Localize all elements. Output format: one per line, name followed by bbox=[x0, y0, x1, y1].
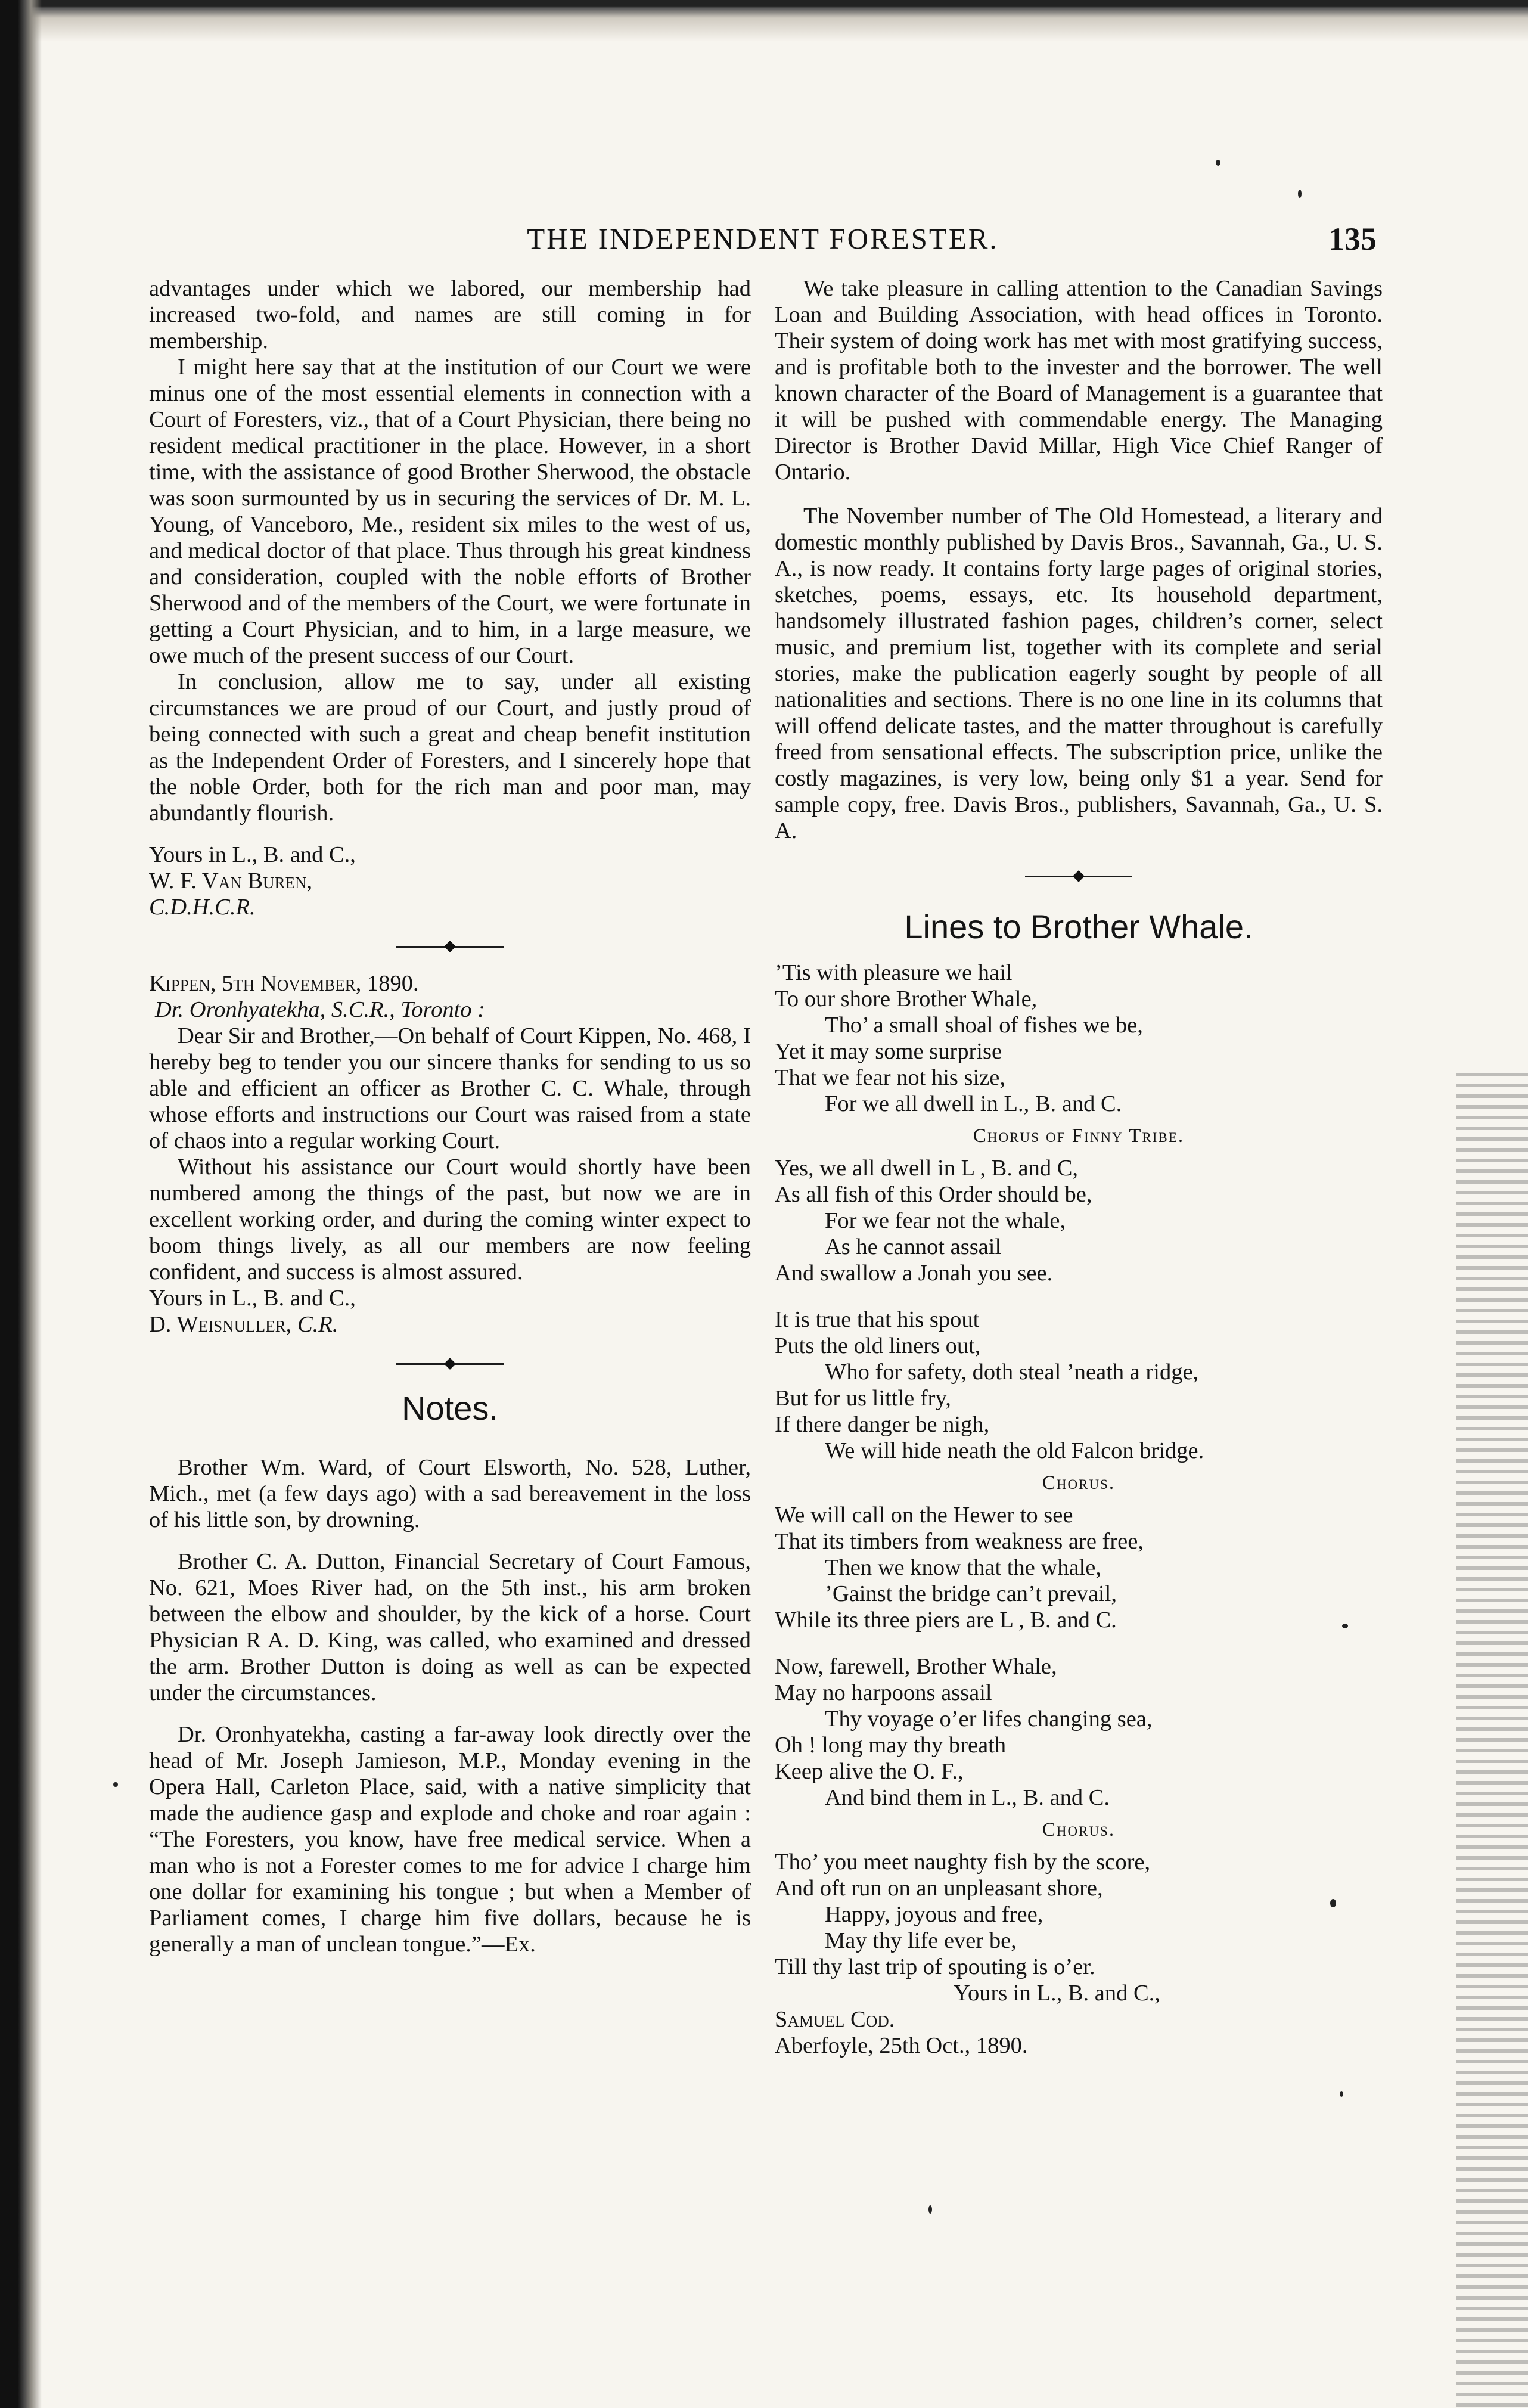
poem-closing: Yours in L., B. and C., bbox=[954, 1981, 1160, 2006]
note-paragraph: Brother Wm. Ward, of Court Elsworth, No. 528, Luther, Mich., met (a few days ago) with a sad bereavement in the loss of his little son, by drowning. bbox=[149, 1455, 751, 1532]
letter-signature: W. F. Van Buren, bbox=[149, 868, 313, 893]
poem-line: ’Tis with pleasure we hail bbox=[775, 960, 1013, 985]
poem-line: As all fish of this Order should be, bbox=[775, 1182, 1092, 1207]
poem-line: Happy, joyous and free, bbox=[825, 1902, 1043, 1927]
poem-dateline: Aberfoyle, 25th Oct., 1890. bbox=[775, 2033, 1028, 2058]
poem-line: We will call on the Hewer to see bbox=[775, 1503, 1073, 1528]
scan-noise-right bbox=[1456, 1073, 1528, 2408]
ornamental-rule bbox=[396, 941, 504, 952]
poem-line: Now, farewell, Brother Whale, bbox=[775, 1654, 1057, 1679]
poem bbox=[775, 960, 1383, 2059]
scan-speck bbox=[1330, 1899, 1336, 1907]
scan-speck bbox=[113, 1782, 118, 1787]
letter-paragraph: I might here say that at the institution of our Court we were minus one of the most essential elements in connection with a Court of Foresters, viz., that of a Court Physician, there being no resident medical practitioner in the place. However, in a short time, with the assistance of good Brother Sherwood, the obstacle was soon surmounted by us in securing the services of Dr. M. L. Young, of Vanceboro, Me., resident six miles to the west of us, and medical doctor of that place. Thus through his great kindness and consideration, coupled with the noble efforts of Brother Sherwood and of the members of the Court, we were fortunate in getting a Court Physician, and to him, in a large measure, we owe much of the present success of our Court. bbox=[149, 355, 751, 668]
poem-title: Lines to Brother Whale. bbox=[904, 908, 1253, 945]
article-paragraph: We take pleasure in calling attention to the Canadian Savings Loan and Building Association, with head offices in Toronto. Their system of doing work has met with most gratifying success, and is profitable both to the invester and the borrower. The well known character of the Board of Management is a guarantee that it will be pushed with commendable energy. The Managing Director is Brother David Millar, High Vice Chief Ranger of Ontario. bbox=[775, 276, 1383, 485]
letter-closing: Yours in L., B. and C., bbox=[149, 842, 356, 867]
note-paragraph: Dr. Oronhyatekha, casting a far-away look directly over the head of Mr. Joseph Jamieson, M.P., Monday evening in the Opera Hall, Carleton Place, said, with a native simplicity that made the audience gasp and explode and choke and roar again : “The Foresters, you know, have free medical service. When a man who is not a Forester comes to me for advice I charge him one dollar for examining his tongue ; but when a Member of Parliament comes, I charge him five dollars, because he is generally a man of unclean tongue.”—Ex. bbox=[149, 1722, 751, 1957]
ornamental-rule bbox=[1025, 870, 1132, 882]
chorus-label: Chorus. bbox=[1042, 1472, 1116, 1494]
poem-line: Thy voyage o’er lifes changing sea, bbox=[825, 1706, 1153, 1731]
poem-line: That we fear not his size, bbox=[775, 1065, 1005, 1090]
poem-author: Samuel Cod. bbox=[775, 2007, 895, 2032]
poem-line: Tho’ a small shoal of fishes we be, bbox=[825, 1013, 1143, 1038]
poem-line: If there danger be nigh, bbox=[775, 1412, 990, 1437]
poem-line: But for us little fry, bbox=[775, 1386, 951, 1411]
poem-line: And bind them in L., B. and C. bbox=[825, 1785, 1110, 1810]
poem-line: To our shore Brother Whale, bbox=[775, 986, 1038, 1011]
left-column bbox=[149, 275, 751, 1957]
poem-line: While its three piers are L , B. and C. bbox=[775, 1608, 1117, 1633]
poem-line: It is true that his spout bbox=[775, 1307, 980, 1332]
publication-title: THE INDEPENDENT FORESTER. bbox=[527, 222, 999, 255]
poem-line: Till thy last trip of spouting is o’er. bbox=[775, 1954, 1095, 1979]
scan-speck bbox=[1298, 190, 1302, 198]
letter-paragraph: In conclusion, allow me to say, under all existing circumstances we are proud of our Court, and justly proud of being connected with such a great and cheap benefit institution as the Independent Order of Foresters, and I sincerely hope that the noble Order, both for the rich man and poor man, may abundantly flourish. bbox=[149, 669, 751, 826]
scan-speck bbox=[1216, 160, 1220, 166]
chorus-label: Chorus. bbox=[1042, 1819, 1116, 1841]
letter-paragraph: advantages under which we labored, our membership had increased two-fold, and names are still coming in for membership. bbox=[149, 276, 751, 353]
poem-line: May no harpoons assail bbox=[775, 1680, 992, 1705]
letter-signature bbox=[149, 1311, 751, 1338]
poem-line: We will hide neath the old Falcon bridge. bbox=[825, 1438, 1204, 1463]
poem-line: May thy life ever be, bbox=[825, 1928, 1017, 1953]
chorus-label: Chorus of Finny Tribe. bbox=[973, 1125, 1185, 1147]
ornamental-rule bbox=[396, 1358, 504, 1370]
poem-line: That its timbers from weakness are free, bbox=[775, 1529, 1144, 1554]
scan-speck bbox=[1340, 2091, 1343, 2097]
poem-line: Then we know that the whale, bbox=[825, 1555, 1101, 1580]
running-head bbox=[149, 222, 1377, 263]
poem-line: ’Gainst the bridge can’t prevail, bbox=[825, 1581, 1117, 1606]
right-column bbox=[775, 275, 1383, 2059]
article-paragraph: The November number of The Old Homestead, a literary and domestic monthly published by Davis Bros., Savannah, Ga., U. S. A., is now ready. It contains forty large pages of original stories, sketches, poems, essays, etc. Its household department, handsomely illustrated fashion pages, children’s corner, select music, and premium list, together with its complete and serial stories, make the publication eagerly sought by people of all nationalities and sections. There is no one line in its columns that will offend delicate tastes, and the matter throughout is carefully freed from sensational effects. The subscription price, unlike the costly magazines, is very low, being only $1 a year. Send for sample copy, free. Davis Bros., publishers, Savannah, Ga., U. S. A. bbox=[775, 504, 1383, 843]
poem-line: And swallow a Jonah you see. bbox=[775, 1261, 1053, 1286]
letter-closing: Yours in L., B. and C., bbox=[149, 1286, 356, 1311]
poem-line: As he cannot assail bbox=[825, 1234, 1002, 1259]
note-paragraph: Brother C. A. Dutton, Financial Secretary of Court Famous, No. 621, Moes River had, on the 5th inst., his arm broken between the elbow and shoulder, by the kick of a horse. Court Physician R A. D. King, was called, who examined and dressed the arm. Brother Dutton is doing as well as can be expected under the circumstances. bbox=[149, 1549, 751, 1705]
poem-line: Oh ! long may thy breath bbox=[775, 1733, 1007, 1758]
letter-addressee: Dr. Oronhyatekha, S.C.R., Toronto : bbox=[155, 997, 485, 1022]
poem-line: Tho’ you meet naughty fish by the score, bbox=[775, 1850, 1151, 1875]
scan-shadow-left bbox=[0, 0, 42, 2408]
poem-line: For we all dwell in L., B. and C. bbox=[825, 1091, 1122, 1116]
poem-line: For we fear not the whale, bbox=[825, 1208, 1066, 1233]
scan-speck bbox=[1342, 1624, 1348, 1628]
poem-line: Who for safety, doth steal ’neath a ridge, bbox=[825, 1360, 1199, 1385]
letter-signature-title: C.R. bbox=[297, 1312, 338, 1337]
letter-signature-title: C.D.H.C.R. bbox=[149, 895, 256, 920]
poem-line: Yes, we all dwell in L , B. and C, bbox=[775, 1156, 1079, 1181]
poem-line: Keep alive the O. F., bbox=[775, 1759, 964, 1784]
poem-line: And oft run on an unpleasant shore, bbox=[775, 1876, 1103, 1901]
page-number: 135 bbox=[1328, 221, 1377, 257]
scan-speck bbox=[928, 2205, 932, 2214]
poem-line: Yet it may some surprise bbox=[775, 1039, 1002, 1064]
letter-signature-name: D. Weisnuller, bbox=[149, 1312, 292, 1337]
scan-shadow-top bbox=[0, 0, 1528, 42]
section-heading-notes: Notes. bbox=[402, 1389, 498, 1427]
poem-line: Puts the old liners out, bbox=[775, 1333, 981, 1358]
letter-paragraph: Without his assistance our Court would shortly have been numbered among the things of the past, but now we are in excellent working order, and during the coming winter expect to boom things lively, as all our members are now feeling confident, and success is almost assured. bbox=[149, 1155, 751, 1284]
letter-dateline: Kippen, 5th November, 1890. bbox=[149, 971, 419, 996]
letter-paragraph: Dear Sir and Brother,—On behalf of Court Kippen, No. 468, I hereby beg to tender you our sincere thanks for sending to us so able and efficient an officer as Brother C. C. Whale, through whose efforts and instructions our Court was raised from a state of chaos into a regular working Court. bbox=[149, 1023, 751, 1153]
